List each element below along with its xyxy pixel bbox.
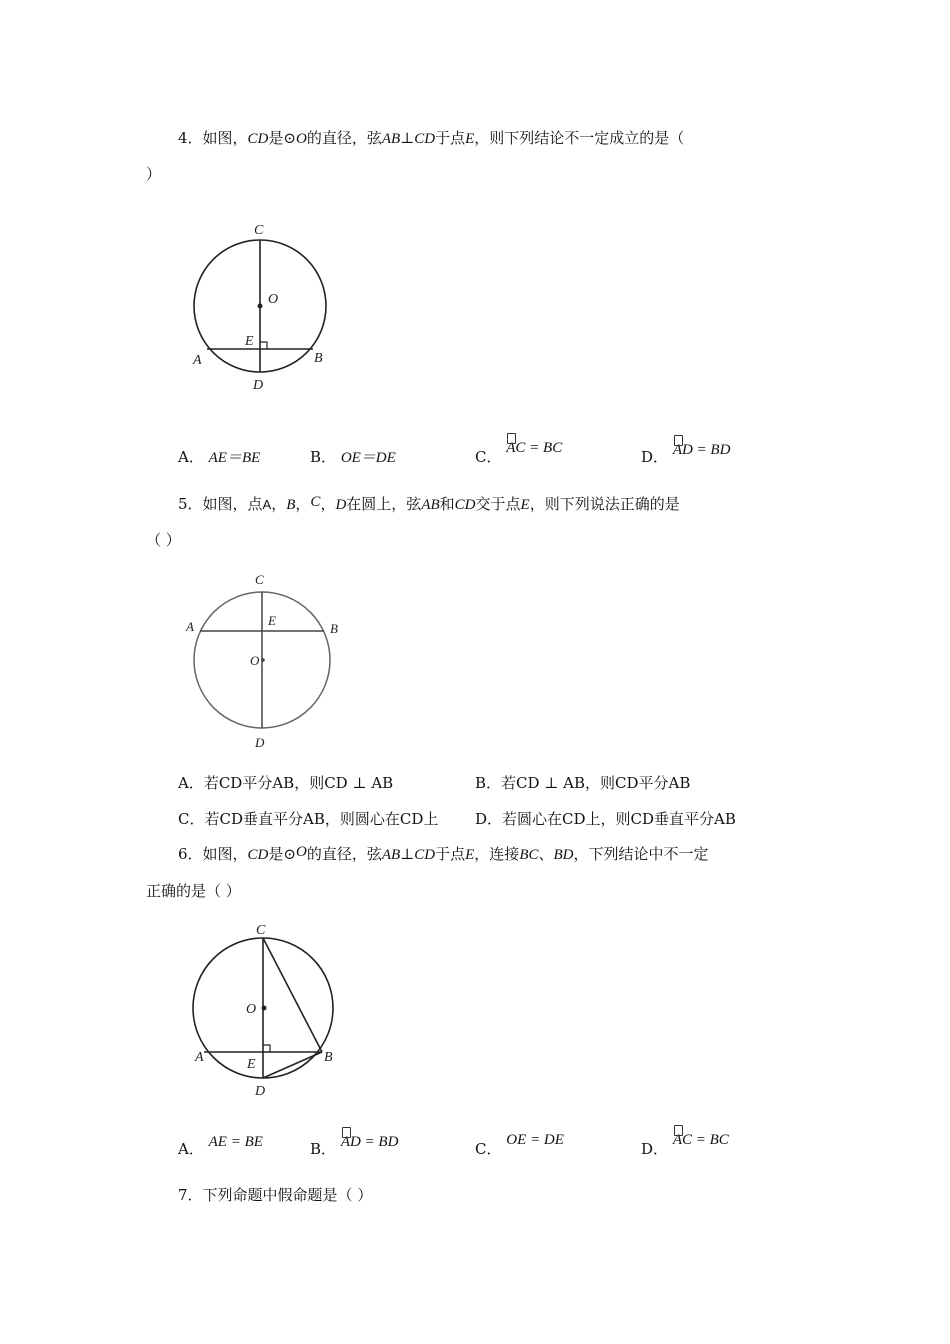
q6-stem-math: AB <box>381 847 401 863</box>
q4-stem-math: E <box>465 131 475 147</box>
q4-stem-math: CD <box>247 131 269 147</box>
q5-stem-text: 和 <box>439 495 455 513</box>
q6-label-b: B <box>324 1050 333 1065</box>
q5-stem-text: 5．如图，点 <box>178 495 263 513</box>
q6-stem-text: 的直径，弦 <box>306 845 382 863</box>
q5-label-e: E <box>268 613 276 628</box>
q6-stem-text: 、 <box>538 845 554 863</box>
q5-stem-text: 交于点 <box>475 495 521 513</box>
option-expr: AC = BC <box>506 440 563 456</box>
q6-stem-line2: 正确的是（ ） <box>146 882 241 900</box>
q4-stem-text: ⊥ <box>400 129 415 147</box>
q6-stem-text: ，下列结论中不一定 <box>573 845 709 863</box>
option-letter: D． <box>641 1140 669 1158</box>
q5-label-d: D <box>255 735 265 750</box>
q6-stem-text: 于点 <box>435 845 466 863</box>
q7-stem: 7．下列命题中假命题是（ ） <box>178 1186 373 1204</box>
option-letter: A． <box>178 448 204 466</box>
q5-stem-math: AB <box>421 497 440 513</box>
q5-stem-text: ， <box>320 495 336 513</box>
option-letter: A． <box>178 1140 204 1158</box>
q6-option-b[interactable] <box>310 1134 399 1160</box>
q4-label-c: C <box>254 223 264 238</box>
q4-stem-text: ，则下列结论不一定成立的是（ <box>474 129 685 147</box>
q5-label-b: B <box>330 621 338 636</box>
q4-label-e: E <box>245 334 254 349</box>
q5-stem-close: （ ） <box>146 531 181 549</box>
q6-figure <box>180 918 350 1103</box>
q5-figure <box>180 570 350 755</box>
q4-stem-math: AB <box>381 131 401 147</box>
q4-label-a: A <box>193 353 202 368</box>
q4-label-b: B <box>314 351 323 366</box>
q5-stem <box>178 494 680 515</box>
q6-option-a[interactable] <box>178 1134 263 1160</box>
q6-stem <box>178 844 709 865</box>
option-expr: AC = BC <box>672 1132 729 1148</box>
q6-stem-math: O <box>295 844 307 860</box>
q6-segment-bc <box>263 938 322 1052</box>
q6-stem-text: 6．如图， <box>178 845 248 863</box>
q6-segment-bd <box>263 1052 322 1078</box>
q6-right-angle-mark <box>263 1045 270 1052</box>
option-letter: D． <box>641 448 669 466</box>
q5-option-c[interactable]: C．若CD垂直平分AB，则圆心在CD上 <box>178 810 439 828</box>
q4-option-b[interactable] <box>310 447 396 468</box>
q6-stem-math: CD <box>247 847 269 863</box>
q6-stem-math: BD <box>553 847 574 863</box>
q4-option-d[interactable] <box>641 442 731 468</box>
q5-stem-text: ， <box>271 495 287 513</box>
q5-stem-math: C <box>310 494 321 510</box>
option-letter: C． <box>475 1140 502 1158</box>
q6-option-c[interactable] <box>475 1132 564 1160</box>
q5-stem-text: ，则下列说法正确的是 <box>529 495 680 513</box>
q4-right-angle-mark <box>260 342 267 349</box>
q5-stem-math: A <box>262 497 272 512</box>
q4-stem-text: 4．如图， <box>178 129 248 147</box>
q4-stem-text: 的直径，弦 <box>306 129 382 147</box>
option-expr: OE＝DE <box>340 450 396 466</box>
option-expr: AD = BD <box>672 442 731 458</box>
q5-center-dot <box>261 658 265 662</box>
q6-stem-text: 是⊙ <box>268 845 296 863</box>
option-letter: C． <box>475 448 502 466</box>
q6-label-o: O <box>246 1002 257 1017</box>
q4-center-dot <box>258 304 263 309</box>
q5-label-o: O <box>250 653 260 668</box>
q5-stem-text: ， <box>295 495 311 513</box>
q5-option-d[interactable]: D．若圆心在CD上，则CD垂直平分AB <box>475 810 736 828</box>
q4-figure <box>180 215 340 400</box>
q4-stem <box>178 128 684 149</box>
option-expr: AE = BE <box>208 1134 263 1150</box>
q6-stem-text: ⊥ <box>400 845 415 863</box>
option-letter: B． <box>310 1140 337 1158</box>
q6-center-dot <box>262 1006 267 1011</box>
q6-stem-math: CD <box>414 847 436 863</box>
q4-stem-close: ） <box>146 165 162 183</box>
option-letter: B． <box>310 448 337 466</box>
q5-stem-text: 在圆上，弦 <box>346 495 422 513</box>
q5-option-a[interactable]: A．若CD平分AB，则CD ⊥ AB <box>178 774 394 792</box>
q6-label-e: E <box>247 1057 256 1072</box>
q4-label-o: O <box>268 292 279 307</box>
q4-stem-text: 于点 <box>435 129 466 147</box>
q5-stem-math: CD <box>454 497 476 513</box>
option-expr: AD = BD <box>340 1134 399 1150</box>
q5-label-c: C <box>255 572 264 587</box>
q6-label-c: C <box>256 923 266 938</box>
q4-label-d: D <box>253 378 264 393</box>
q6-label-d: D <box>255 1084 266 1099</box>
q5-stem-math: B <box>286 497 296 513</box>
q4-stem-math: CD <box>414 131 436 147</box>
option-expr: OE = DE <box>506 1132 564 1148</box>
q6-stem-text: ，连接 <box>474 845 520 863</box>
q5-option-b[interactable]: B．若CD ⊥ AB，则CD平分AB <box>475 774 691 792</box>
q4-option-c[interactable] <box>475 440 563 468</box>
q5-stem-math: D <box>335 497 347 513</box>
q6-label-a: A <box>195 1050 204 1065</box>
q6-option-d[interactable] <box>641 1132 729 1160</box>
q4-stem-text: 是⊙ <box>268 129 296 147</box>
q6-stem-math: BC <box>519 847 539 863</box>
option-expr: AE＝BE <box>208 450 261 466</box>
q6-stem-math: E <box>465 847 475 863</box>
q4-stem-math: O <box>295 131 307 147</box>
q4-option-a[interactable] <box>178 447 260 468</box>
q5-label-a: A <box>186 619 194 634</box>
q5-stem-math: E <box>520 497 530 513</box>
